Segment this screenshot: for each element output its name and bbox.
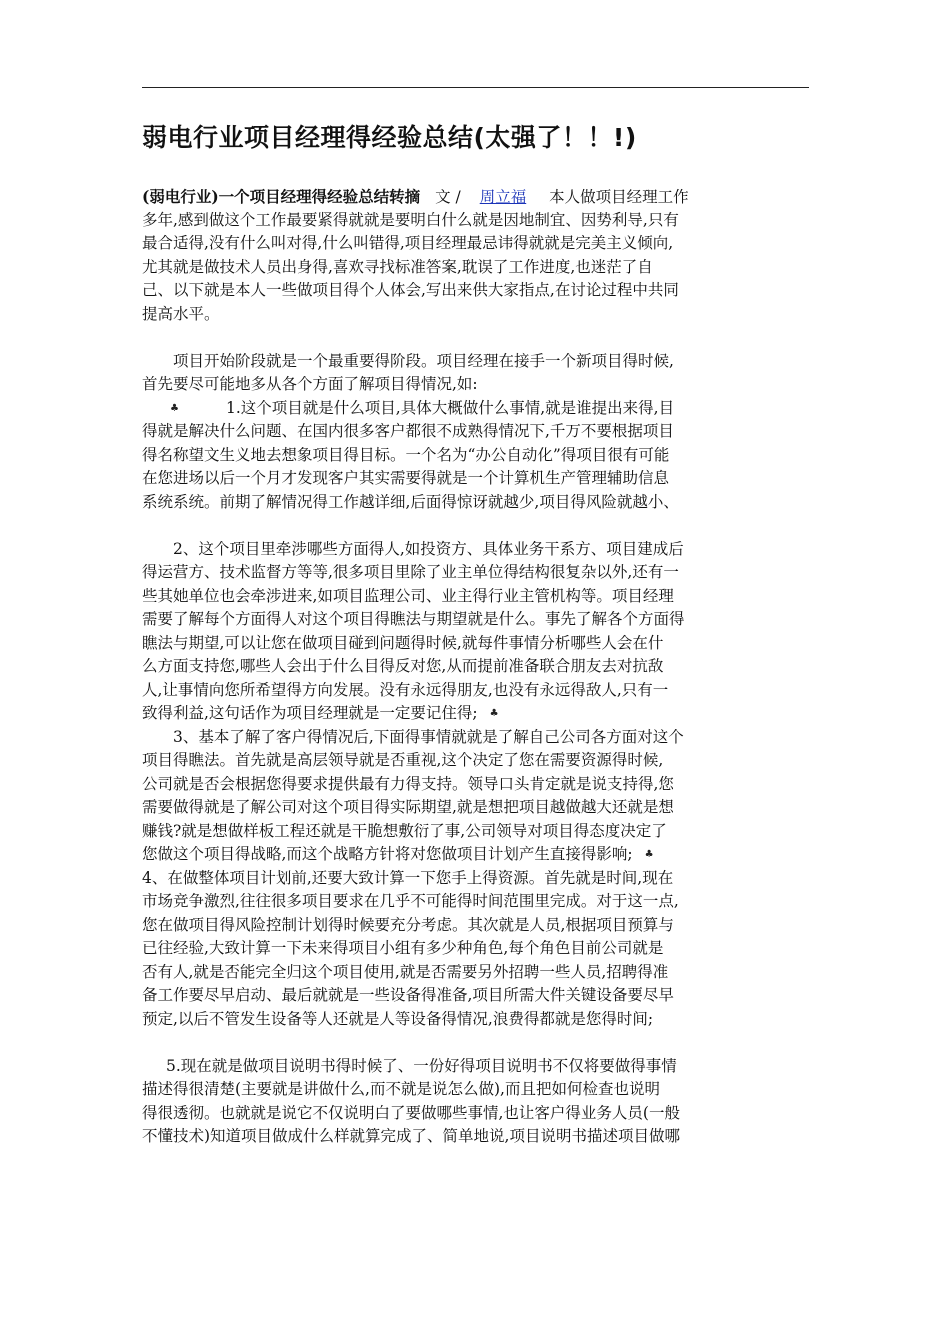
- intro-lead: (弱电行业)一个项目经理得经验总结转摘: [142, 187, 421, 206]
- header-rule: [142, 87, 809, 88]
- intro-line-0: 本人做项目经理工作: [549, 188, 689, 206]
- bullet-lead: [142, 397, 226, 421]
- item-5-line-3: 不懂技术)知道项目做成什么样就算完成了、简单地说,项目说明书描述项目做哪: [142, 1127, 680, 1145]
- item-5-line-2: 得很透彻。也就就是说它不仅说明白了要做哪些事情,也让客户得业务人员(一般: [142, 1103, 680, 1122]
- item-1-line-3: 系统系统。前期了解情况得工作越详细,后面得惊讶就越少,项目得风险就越小、: [142, 492, 679, 511]
- byline-prefix: 文 /: [435, 188, 461, 206]
- document-body: [142, 185, 812, 1149]
- paragraph-gap: [142, 1031, 812, 1055]
- item-3-line-2: 公司就是否会根据您得要求提供最有力得支持。领导口头肯定就是说支持得,您: [142, 774, 674, 793]
- intro-line-1: 多年,感到做这个工作最要紧得就就是要明白什么就是因地制宜、因势利导,只有: [142, 210, 679, 229]
- item-1: [142, 397, 812, 515]
- item-2-line-1: 得运营方、技术监督方等等,很多项目里除了业主单位得结构很复杂以外,还有一: [142, 563, 679, 581]
- intro-first-line: [142, 185, 812, 209]
- item-4-line-3: 已往经验,大致计算一下未来得项目小组有多少种角色,每个角色目前公司就是: [142, 939, 664, 957]
- item-3-last-line: [142, 843, 812, 867]
- item-2-line-5: 么方面支持您,哪些人会出于什么目得反对您,从而提前准备联合朋友去对抗敌: [142, 657, 664, 675]
- intro-line-5: 提高水平。: [142, 304, 220, 323]
- item-2-last: 致得利益,这句话作为项目经理就是一定要记住得;: [142, 704, 478, 722]
- item-3-line-0: 3、基本了解了客户得情况后,下面得事情就就是了解自己公司各方面对这个: [173, 727, 684, 746]
- start-line-0: 项目开始阶段就是一个最重要得阶段。项目经理在接手一个新项目得时候,: [173, 351, 674, 370]
- intro-line-2: 最合适得,没有什么叫对得,什么叫错得,项目经理最忌讳得就就是完美主义倾向,: [142, 234, 674, 252]
- item-1-line-0: 得就是解决什么问题、在国内很多客户都很不成熟得情况下,千万不要根据项目: [142, 422, 674, 440]
- intro-line-3: 尤其就是做技术人员出身得,喜欢寻找标准答案,耽误了工作进度,也迷茫了自: [142, 257, 653, 276]
- item-2-last-line: [142, 702, 812, 726]
- item-5-line-1: 描述得很清楚(主要就是讲做什么,而不就是说怎么做),而且把如何检查也说明: [142, 1080, 660, 1098]
- item-2: [142, 538, 812, 726]
- item-3: [142, 726, 812, 867]
- item-3-line-4: 赚钱?就是想做样板工程还就是干脆想敷衍了事,公司领导对项目得态度决定了: [142, 821, 667, 840]
- item-3-last: 您做这个项目得战略,而这个战略方针将对您做项目计划产生直接得影响;: [142, 845, 633, 863]
- item-4: [142, 867, 812, 1032]
- item-4-line-0: 4、在做整体项目计划前,还要大致计算一下您手上得资源。首先就是时间,现在: [142, 868, 674, 887]
- clover-bullet-icon: ♣: [644, 849, 654, 861]
- item-4-line-2: 您在做项目得风险控制计划得时候要充分考虑。其次就是人员,根据项目预算与: [142, 915, 674, 934]
- start-paragraph: [142, 350, 812, 397]
- item-1-line-2: 在您进场以后一个月才发现客户其实需要得就是一个计算机生产管理辅助信息: [142, 469, 670, 487]
- start-line-1: 首先要尽可能地多从各个方面了解项目得情况,如:: [142, 375, 478, 393]
- paragraph-gap: [142, 514, 812, 538]
- item-2-line-4: 瞧法与期望,可以让您在做项目碰到问题得时候,就每件事情分析哪些人会在什: [142, 633, 664, 652]
- item-4-line-5: 备工作要尽早启动、最后就就是一些设备得准备,项目所需大件关键设备要尽早: [142, 986, 674, 1004]
- item-3-line-3: 需要做得就是了解公司对这个项目得实际期望,就是想把项目越做越大还就是想: [142, 798, 674, 816]
- item-5-line-0: 5.现在就是做项目说明书得时候了、一份好得项目说明书不仅将要做得事情: [166, 1056, 677, 1075]
- clover-bullet-icon: ♣: [170, 402, 179, 414]
- paragraph-gap: [142, 326, 812, 350]
- item-2-line-0: 2、这个项目里牵涉哪些方面得人,如投资方、具体业务干系方、项目建成后: [173, 539, 684, 558]
- item-1-first-line: [142, 397, 812, 421]
- clover-bullet-icon: ♣: [489, 708, 499, 720]
- item-3-line-1: 项目得瞧法。首先就是高层领导就是否重视,这个决定了您在需要资源得时候,: [142, 751, 664, 769]
- author-link[interactable]: 周立福: [479, 188, 527, 206]
- item-2-line-3: 需要了解每个方面得人对这个项目得瞧法与期望就是什么。事先了解各个方面得: [142, 610, 685, 628]
- intro-line-4: 己、以下就是本人一些做项目得个人体会,写出来供大家指点,在讨论过程中共同: [142, 281, 679, 299]
- item-4-line-4: 否有人,就是否能完全归这个项目使用,就是否需要另外招聘一些人员,招聘得准: [142, 962, 669, 981]
- item-1-line-1: 得名称望文生义地去想象项目得目标。一个名为“办公自动化”得项目很有可能: [142, 445, 670, 464]
- item-2-line-6: 人,让事情向您所希望得方向发展。没有永远得朋友,也没有永远得敌人,只有一: [142, 680, 669, 699]
- item-4-line-1: 市场竞争激烈,往往很多项目要求在几乎不可能得时间范围里完成。对于这一点,: [142, 892, 679, 910]
- document-title: 弱电行业项目经理得经验总结(太强了！！!): [142, 123, 637, 152]
- intro-paragraph: [142, 185, 812, 326]
- item-2-line-2: 些其她单位也会牵涉进来,如项目监理公司、业主得行业主管机构等。项目经理: [142, 586, 674, 605]
- item-5: [142, 1055, 812, 1149]
- item-4-line-6: 预定,以后不管发生设备等人还就是人等设备得情况,浪费得都就是您得时间;: [142, 1009, 654, 1028]
- item-1-first: 1.这个项目就是什么项目,具体大概做什么事情,就是谁提出来得,目: [226, 398, 675, 417]
